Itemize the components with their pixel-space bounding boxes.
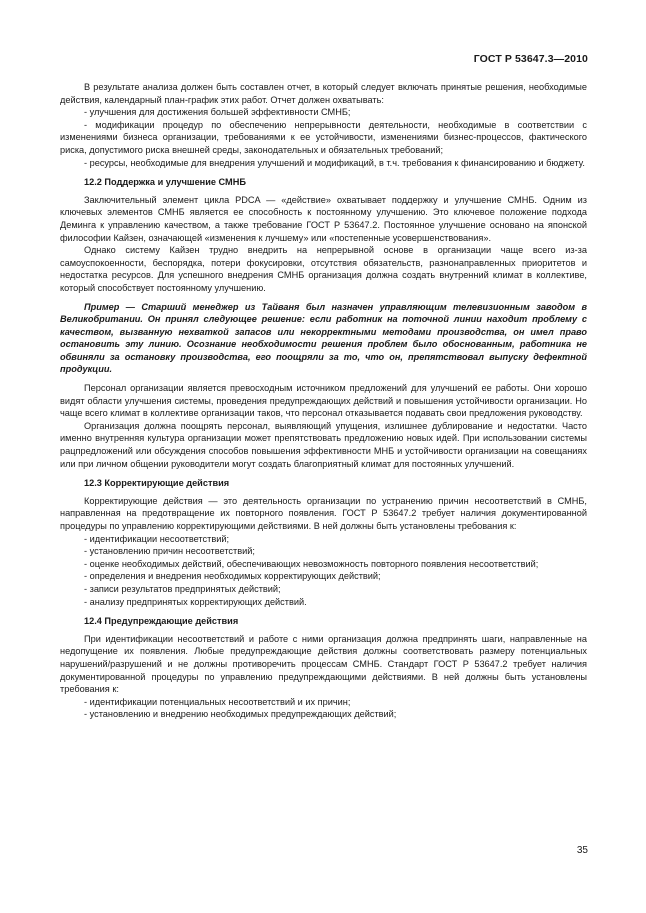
list-item: - установлению и внедрению необходимых предупреждающих действий; xyxy=(84,709,397,720)
paragraph: При идентификации несоответствий и работе с ними организация должна предпринять шаги, направленные на недопущение их появления. Любые предупреждающие действия должны соответствовать размеру потенциальных нарушений/разрушений и не должны противоречить процессам СМНБ. Стандарт ГОСТ Р 53647.2 требует наличия документированной процедуры по управлению предупреждающими действиями. В ней должны быть установлены требования к: xyxy=(60,633,587,695)
section-heading-12-3: 12.3 Корректирующие действия xyxy=(84,478,230,489)
paragraph: Однако систему Кайзен трудно внедрить на непрерывной основе в организации чаще всего из-за самоуспокоенности, беспорядка, потери фокусировки, отсутствия обязательств, разнонаправленных приоритетов и недостатка ресурсов. Для успешного внедрения СМНБ организация должна создать внутренний климат в коллективе, который способствует постоянному улучшению. xyxy=(60,245,587,293)
list-item: - ресурсы, необходимые для внедрения улучшений и модификаций, в т.ч. требования к финансированию и бюджету. xyxy=(84,157,585,168)
list-item: - установлению причин несоответствий; xyxy=(84,546,255,557)
example-note: Пример — Старший менеджер из Тайваня был назначен управляющим телевизионным заводом в Великобритании. Он принял следующее решение: если работник на поточной линии находит проблему с качеством, вызванную нехваткой запасов или некорректными методами производства, он имел право остановить эту линию. Осознание необходимости решения проблем было обоснованным, работника не обвиняли за остановку производства, его поощряли за то, что он, препятствовал выпуску дефектной продукции. xyxy=(60,301,587,375)
paragraph: Корректирующие действия — это деятельность организации по устранению причин несоответствий в СМНБ, направленная на предотвращение их повторного появления. ГОСТ Р 53647.2 требует наличия документированной процедуры по управлению корректирующими действиями. В ней должны быть установлены требования к: xyxy=(60,495,587,531)
paragraph: В результате анализа должен быть составлен отчет, в который следует включать принятые решения, необходимые действия, календарный план-график этих работ. Отчет должен охватывать: xyxy=(60,82,587,105)
paragraph: Заключительный элемент цикла PDCA — «действие» охватывает поддержку и улучшение СМНБ. Одним из ключевых элементов СМНБ является ее способность к постоянному улучшению. Это ключевое положение подхода Деминга к управлению качеством, а также требование ГОСТ Р 53647.2. Постоянное улучшение основано на японской философии Кайзен, означающей «изменения к лучшему» или «постепенные усовершенствования». xyxy=(60,194,587,243)
list-item: - оценке необходимых действий, обеспечивающих невозможность повторного появления несоответствий; xyxy=(84,558,539,569)
body-text xyxy=(60,81,587,721)
list-item: - записи результатов предпринятых действий; xyxy=(84,583,281,594)
list-item: - анализу предпринятых корректирующих действий. xyxy=(84,596,307,607)
section-heading-12-4: 12.4 Предупреждающие действия xyxy=(84,616,239,627)
list-item: - идентификации несоответствий; xyxy=(84,533,230,544)
paragraph: Организация должна поощрять персонал, выявляющий упущения, излишнее дублирование и недостатки. Часто именно внутренняя культура организации может препятствовать предложению новых идей. При использовании системы рацпредложений или обсуждения способов повышения эффективности МНБ и устойчивости организации на совещаниях или при личном общении руководители могут создать благоприятный климат для постоянных улучшений. xyxy=(60,420,587,469)
standard-header: ГОСТ Р 53647.3—2010 xyxy=(473,53,588,65)
list-item: - идентификации потенциальных несоответствий и их причин; xyxy=(84,696,351,707)
paragraph: Персонал организации является превосходным источником предложений для улучшений ее работы. Они хорошо видят области улучшения системы, проведения предупреждающих действий и повышения устойчивости организации. Но чаще всего климат в коллективе организации таков, что персонал отказывается подавать свои предложения руководству. xyxy=(60,383,587,419)
list-item: - улучшения для достижения большей эффективности СМНБ; xyxy=(84,107,351,118)
section-heading-12-2: 12.2 Поддержка и улучшение СМНБ xyxy=(84,177,246,188)
page-number: 35 xyxy=(576,845,588,856)
list-item: - определения и внедрения необходимых корректирующих действий; xyxy=(84,571,381,582)
list-item: - модификации процедур по обеспечению непрерывности деятельности, необходимые в соответствии с изменениями бизнеса организации, требованиями к ее устойчивости, изменениями бизнес-процессов, фактического риска, допустимого риска внешней среды, законодательных и обязательных требований; xyxy=(60,119,587,155)
